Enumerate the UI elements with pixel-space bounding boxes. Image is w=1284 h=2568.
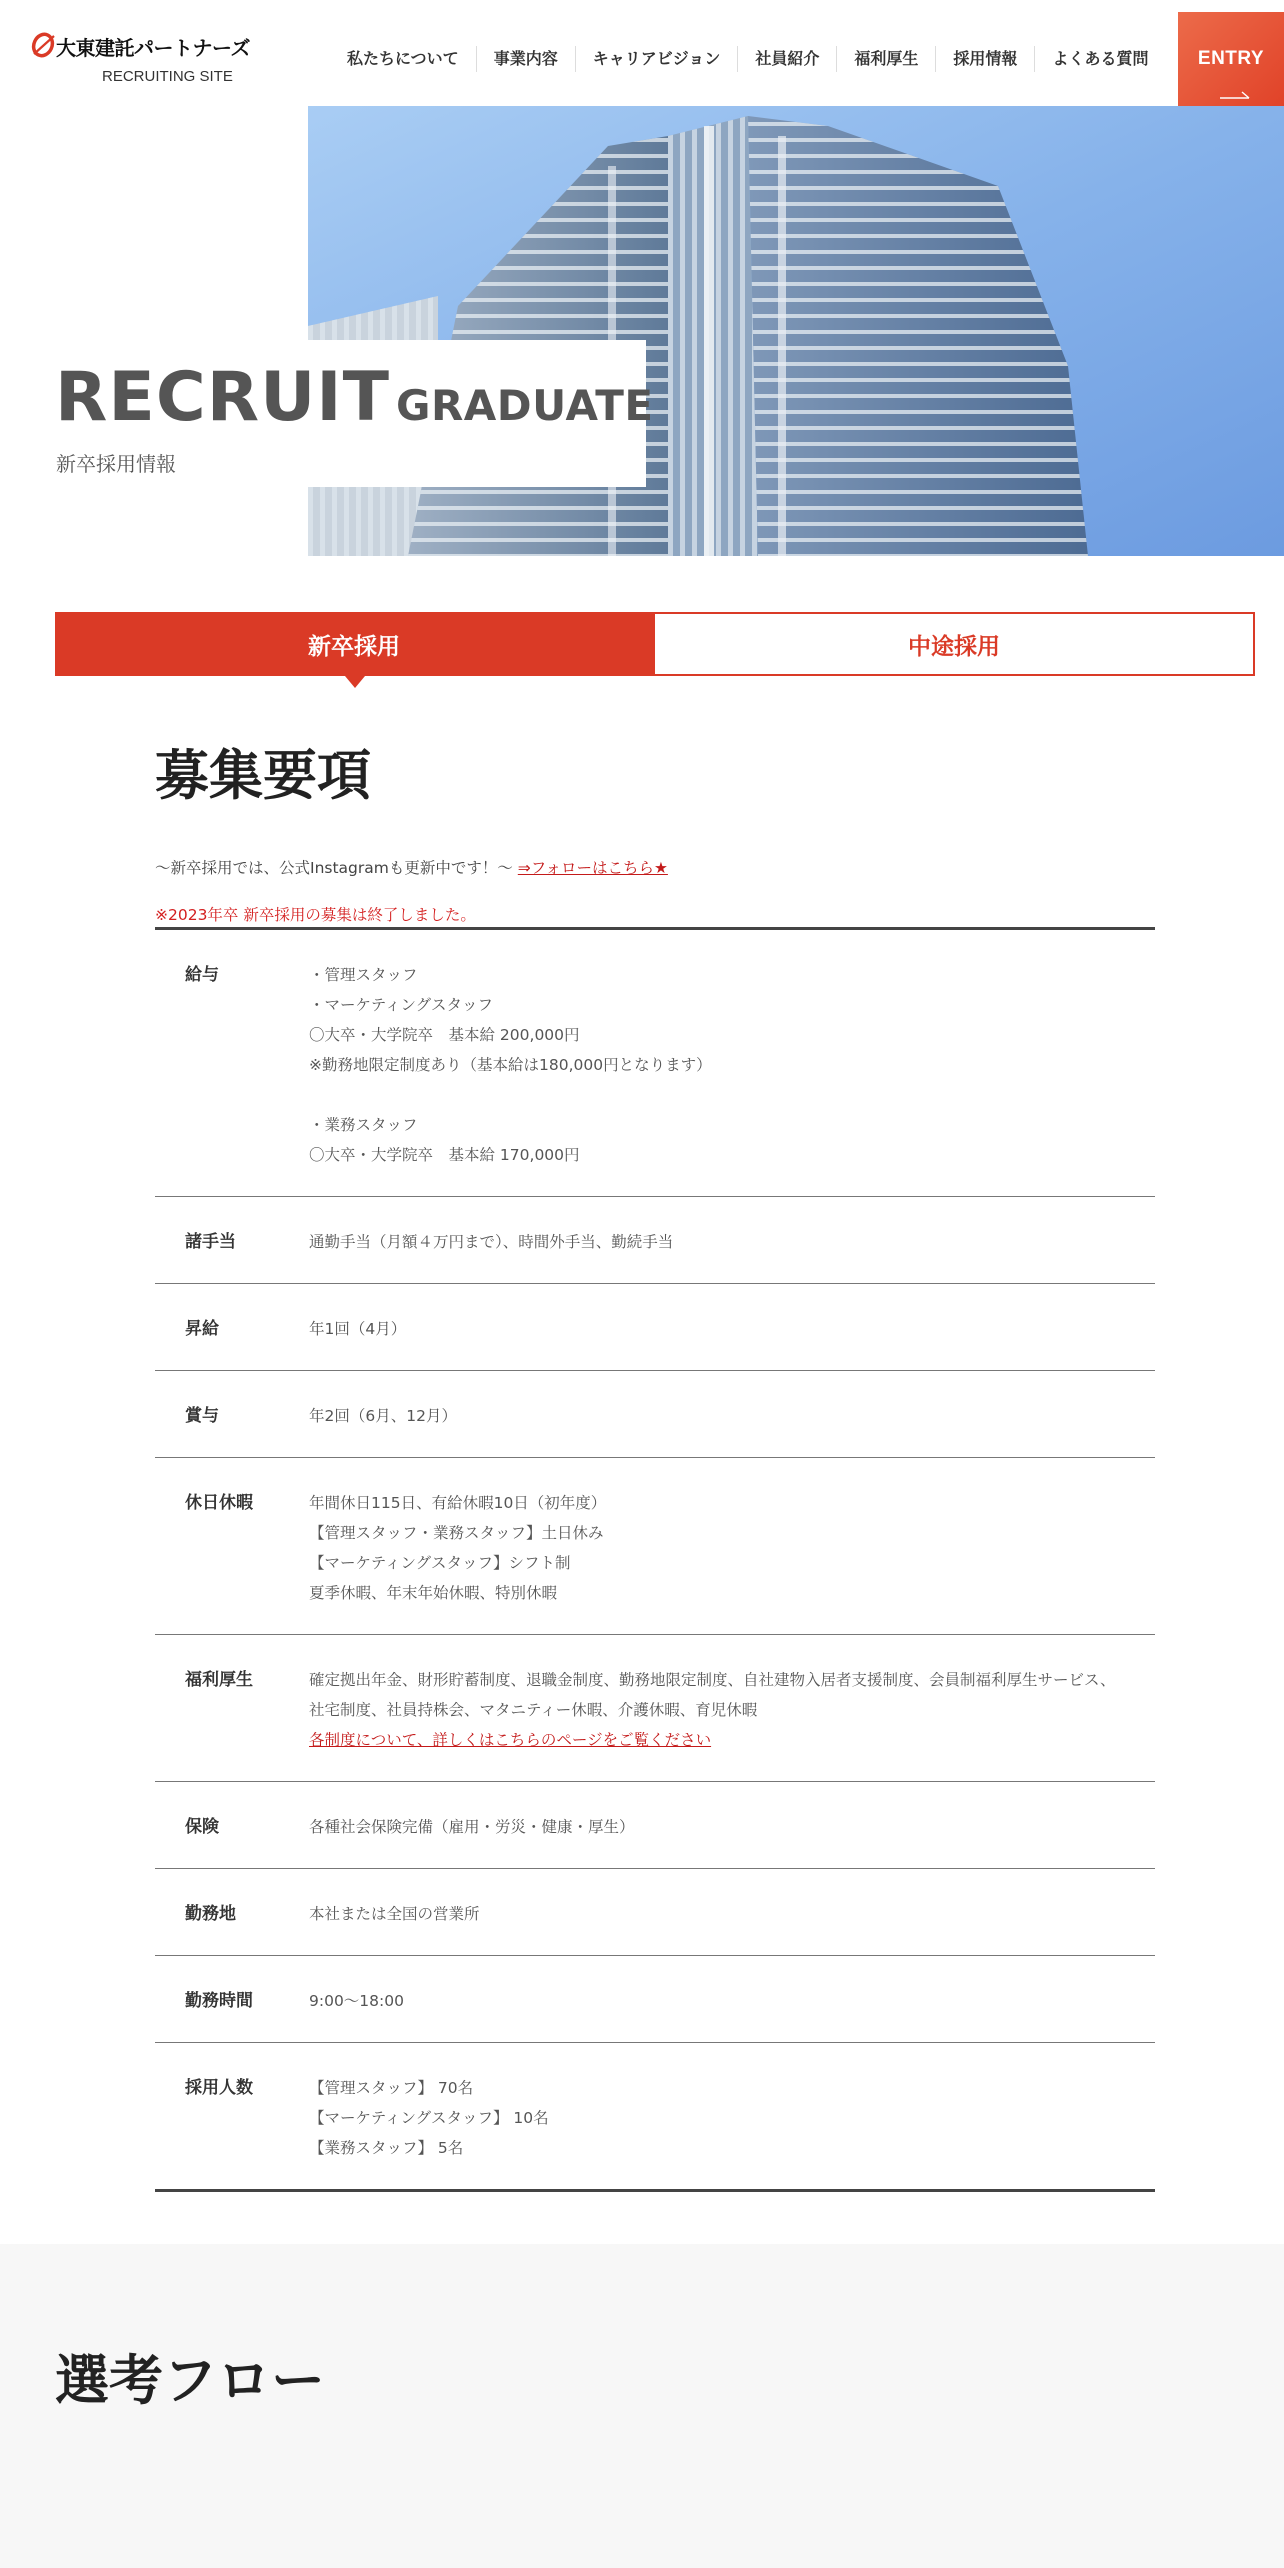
requirements-row-allowance — [155, 1196, 1155, 1283]
hero-title-sub: GRADUATE — [395, 381, 654, 430]
requirements-row-value — [309, 1401, 1155, 1431]
requirements-value-line: 本社または全国の営業所 — [309, 1905, 480, 1923]
requirements-row-label: 採用人数 — [185, 2078, 253, 2098]
nav-item-about[interactable]: 私たちについて — [347, 49, 459, 68]
site-logo[interactable] — [28, 30, 250, 86]
requirements-row-value — [309, 1812, 1155, 1842]
hero-title — [55, 358, 654, 437]
logo-mark-icon — [30, 32, 56, 58]
requirements-row-label: 勤務地 — [185, 1904, 236, 1924]
requirements-value-line: 確定拠出年金、財形貯蓄制度、退職金制度、勤務地限定制度、自社建物入居者支援制度、会員制福利厚生サービス、 社宅制度、社員持株会、マタニティー休暇、介護休暇、育児休暇 — [309, 1671, 1116, 1719]
requirements-row-hours — [155, 1955, 1155, 2042]
hero-subtitle: 新卒採用情報 — [56, 452, 176, 476]
recruit-type-tabs — [55, 612, 1255, 676]
requirements-value-line: 夏季休暇、年末年始休暇、特別休暇 — [309, 1584, 558, 1602]
requirements-row-label: 休日休暇 — [185, 1493, 253, 1513]
requirements-row-label: 昇給 — [185, 1319, 219, 1339]
requirements-row-label: 給与 — [185, 965, 219, 985]
requirements-row-value — [309, 2073, 1155, 2163]
nav-item-welfare[interactable]: 福利厚生 — [836, 46, 935, 72]
requirements-value-line: 【業務スタッフ】 5名 — [309, 2139, 464, 2157]
requirements-row-label: 福利厚生 — [185, 1670, 253, 1690]
logo-subtitle: RECRUITING SITE — [102, 68, 233, 85]
requirements-value-line: 〇大卒・大学院卒 基本給 200,000円 — [309, 1026, 580, 1044]
global-nav — [330, 46, 1165, 72]
requirements-row-value — [309, 960, 1155, 1170]
selection-flow-section — [0, 2244, 1284, 2568]
requirements-row-bonus — [155, 1370, 1155, 1457]
active-tab-caret — [345, 676, 365, 688]
arrow-right-icon — [1220, 90, 1250, 100]
requirements-value-line: 9:00〜18:00 — [309, 1992, 404, 2010]
requirements-table — [155, 927, 1155, 2192]
requirements-row-headcount — [155, 2042, 1155, 2189]
instagram-notice-text: ～新卒採用では、公式Instagramも更新中です！～ — [155, 859, 518, 877]
requirements-value-line: ・管理スタッフ — [309, 966, 418, 984]
welfare-details-link[interactable]: 各制度について、詳しくはこちらのページをご覧ください — [309, 1731, 712, 1749]
requirements-value-line: 〇大卒・大学院卒 基本給 170,000円 — [309, 1146, 580, 1164]
requirements-row-label: 勤務時間 — [185, 1991, 253, 2011]
requirements-value-line: 年1回（4月） — [309, 1320, 407, 1338]
requirements-row-welfare — [155, 1634, 1155, 1781]
requirements-row-raise — [155, 1283, 1155, 1370]
requirements-row-value — [309, 1227, 1155, 1257]
requirements-row-holidays — [155, 1457, 1155, 1634]
requirements-value-line — [309, 1080, 1135, 1110]
requirements-row-value — [309, 1665, 1155, 1755]
requirements-value-line: 【マーケティングスタッフ】シフト制 — [309, 1554, 571, 1572]
requirements-value-line: 年間休日115日、有給休暇10日（初年度） — [309, 1494, 607, 1512]
requirements-row-location — [155, 1868, 1155, 1955]
requirements-row-label: 諸手当 — [185, 1232, 236, 1252]
instagram-follow-link[interactable]: ⇒フォローはこちら★ — [517, 859, 668, 877]
logo-name: 大東建託パートナーズ — [56, 36, 250, 60]
tab-new-graduate[interactable]: 新卒採用 — [55, 612, 653, 676]
requirements-value-line: 【管理スタッフ】 70名 — [309, 2079, 474, 2097]
nav-item-business[interactable]: 事業内容 — [476, 46, 575, 72]
requirements-row-value — [309, 1488, 1155, 1608]
requirements-row-value — [309, 1986, 1155, 2016]
requirements-title: 募集要項 — [155, 744, 371, 807]
requirements-row-label: 賞与 — [185, 1406, 219, 1426]
requirements-value-line: 各種社会保険完備（雇用・労災・健康・厚生） — [309, 1818, 635, 1836]
building-illustration — [308, 106, 1284, 556]
requirements-value-line: ※勤務地限定制度あり（基本給は180,000円となります） — [309, 1056, 712, 1074]
requirements-row-label: 保険 — [185, 1817, 219, 1837]
requirements-row-value — [309, 1899, 1155, 1929]
instagram-notice — [155, 856, 668, 878]
selection-flow-title: 選考フロー — [55, 2349, 325, 2412]
nav-item-faq[interactable]: よくある質問 — [1034, 46, 1165, 72]
nav-item-career[interactable]: キャリアビジョン — [575, 46, 738, 72]
closed-notice: ※2023年卒 新卒採用の募集は終了しました。 — [155, 906, 476, 924]
requirements-value-line: 年2回（6月、12月） — [309, 1407, 457, 1425]
requirements-value-line: ・マーケティングスタッフ — [309, 996, 493, 1014]
nav-item-recruit[interactable]: 採用情報 — [935, 46, 1034, 72]
site-header — [0, 0, 1284, 106]
requirements-row-value — [309, 1314, 1155, 1344]
tab-mid-career[interactable]: 中途採用 — [653, 612, 1255, 676]
requirements-value-line: ・業務スタッフ — [309, 1116, 418, 1134]
entry-button-label: ENTRY — [1197, 48, 1265, 69]
requirements-value-line: 【管理スタッフ・業務スタッフ】土日休み — [309, 1524, 604, 1542]
hero-title-main: RECRUIT — [55, 358, 390, 437]
requirements-row-salary — [155, 930, 1155, 1196]
hero-building-image — [308, 106, 1284, 556]
requirements-value-line: 通勤手当（月額４万円まで）、時間外手当、勤続手当 — [309, 1233, 674, 1251]
requirements-value-line: 【マーケティングスタッフ】 10名 — [309, 2109, 549, 2127]
requirements-row-insurance — [155, 1781, 1155, 1868]
nav-item-staff[interactable]: 社員紹介 — [737, 46, 836, 72]
